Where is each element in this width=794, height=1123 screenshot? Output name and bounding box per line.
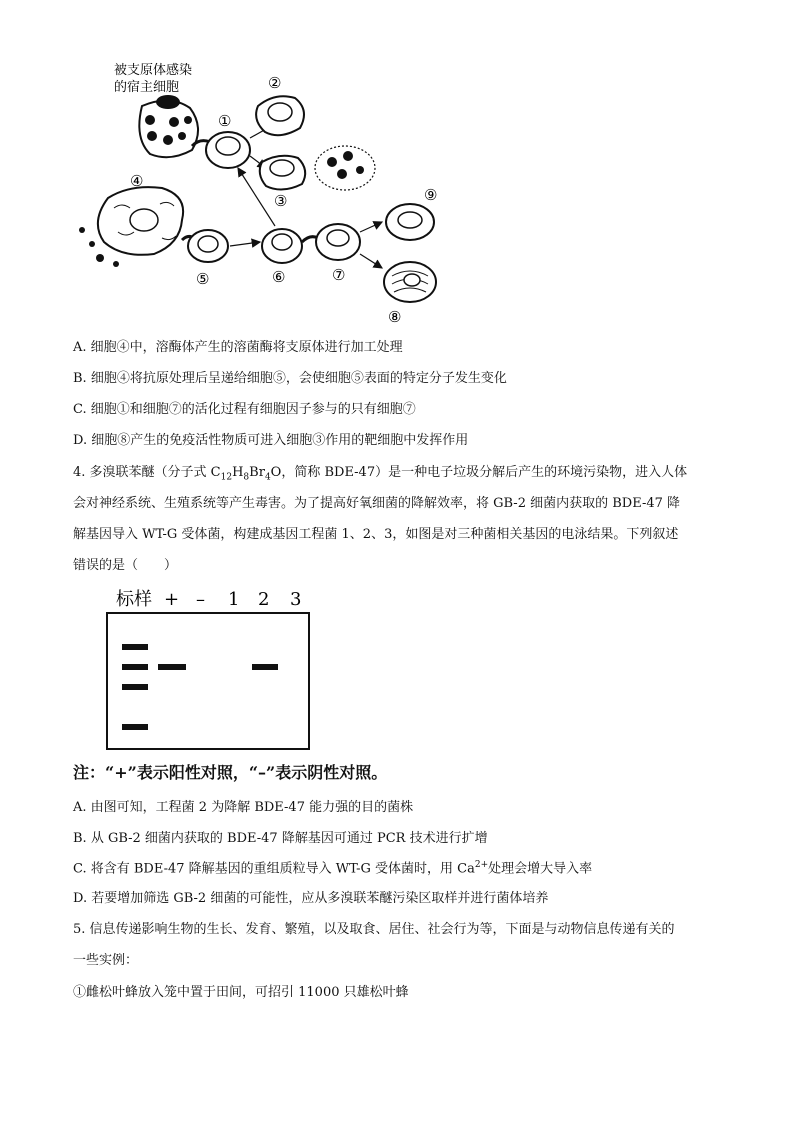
q4-stem-line2: 会对神经系统、生殖系统等产生毒害。为了提高好氧细菌的降解效率，将 GB-2 细菌内获取的 BDE-47 降 [73,496,681,511]
q4-option-c: C. 将含有 BDE-47 降解基因的重组质粒导入 WT-G 受体菌时，用 $Ca^{2+}$处理会增大导入率 [73,860,593,877]
cell-9 [360,186,437,240]
lane-label-negative: – [196,589,205,610]
label-8: ⑧ [388,308,402,326]
marker-band-2 [122,664,148,670]
lane-label-marker: 标样 [116,589,152,610]
q5-stem-line2: 一些实例： [73,953,139,968]
positive-band [158,664,186,670]
lane-label-positive: + [164,589,180,610]
q4-stem-line1: 4. 多溴联苯醚（分子式 $C_{12}H_8Br_4O$，简称 BDE-47）是一种电子垃圾分解后产生的环境污染物，进入人体 [73,465,688,483]
q4-option-d: D. 若要增加筛选 GB-2 细菌的可能性，应从多溴联苯醚污染区取样并进行菌体培养 [73,891,549,906]
cell-4 [79,172,183,267]
q4-stem-line3: 解基因导入 WT-G 受体菌，构建成基因工程菌 1、2、3，如图是对三种菌相关基因的电泳结果。下列叙述 [73,527,679,542]
q4-option-a: A. 由图可知，工程菌 2 为降解 BDE-47 能力强的目的菌株 [73,800,414,815]
cell-2 [250,74,304,138]
label-2: ② [268,74,282,92]
immune-cell-diagram [70,58,470,330]
q4-option-b: B. 从 GB-2 细菌内获取的 BDE-47 降解基因可通过 PCR 技术进行扩增 [73,831,488,846]
caption-line1: 被支原体感染 [114,63,193,78]
lane2-band [252,664,278,670]
q3-option-a: A. 细胞④中，溶酶体产生的溶菌酶将支原体进行加工处理 [73,340,403,355]
lane-label-1: 1 [228,589,240,610]
label-5: ⑤ [196,270,210,288]
label-3: ③ [274,192,288,210]
immune-diagram-svg [70,58,470,330]
caption-line2: 的宿主细胞 [114,80,180,95]
gel-svg [100,585,330,755]
q3-option-b: B. 细胞④将抗原处理后呈递给细胞⑤，会使细胞⑤表面的特定分子发生变化 [73,371,507,386]
marker-band-1 [122,644,148,650]
label-9: ⑨ [424,186,438,204]
q5-example-1: ①雌松叶蜂放入笼中置于田间，可招引 11000 只雄松叶蜂 [73,985,409,1000]
q3-option-d: D. 细胞⑧产生的免疫活性物质可进入细胞③作用的靶细胞中发挥作用 [73,433,469,448]
label-7: ⑦ [332,266,346,284]
lane-label-2: 2 [258,589,270,610]
gel-figure [100,585,330,755]
cell-5 [182,230,260,288]
cell-1 [192,112,250,168]
gel-note: 注：“+”表示阳性对照，“–”表示阴性对照。 [73,763,388,782]
marker-band-3 [122,684,148,690]
cell-7 [302,224,360,284]
q5-stem-line1: 5. 信息传递影响生物的生长、发育、繁殖，以及取食、居住、社会行为等，下面是与动物信息传递有关的 [73,922,675,937]
lane-label-3: 3 [290,589,302,610]
host-cell [139,95,198,157]
q4-stem-line4: 错误的是（ ） [73,558,178,573]
label-4: ④ [130,172,144,190]
label-1: ① [218,112,232,130]
marker-band-4 [122,724,148,730]
cell-3 [250,146,375,210]
label-6: ⑥ [272,268,286,286]
q3-option-c: C. 细胞①和细胞⑦的活化过程有细胞因子参与的只有细胞⑦ [73,402,416,417]
cell-8 [360,254,436,326]
